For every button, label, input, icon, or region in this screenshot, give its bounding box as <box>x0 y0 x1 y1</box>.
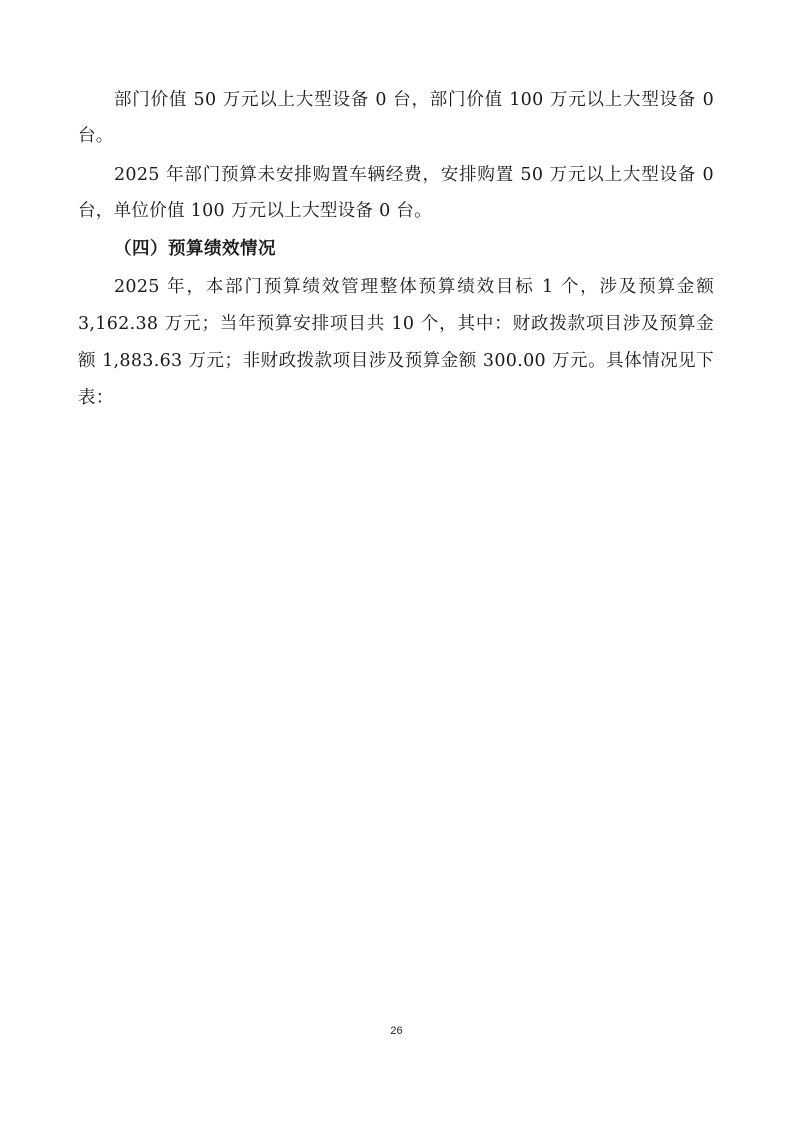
paragraph-purchase-line-2: 台，单位价值 100 万元以上大型设备 0 台。 <box>78 201 432 221</box>
paragraph-equipment-line-1: 部门价值 50 万元以上大型设备 0 台，部门价值 100 万元以上大型设备 0 <box>114 90 714 110</box>
paragraph-purchase-line-1: 2025 年部门预算未安排购置车辆经费，安排购置 50 万元以上大型设备 0 <box>114 165 714 185</box>
paragraph-performance-line-3: 额 1,883.63 万元；非财政拨款项目涉及预算金额 300.00 万元。具体情况见下 <box>78 351 714 371</box>
paragraph-performance-line-2: 3,162.38 万元；当年预算安排项目共 10 个，其中：财政拨款项目涉及预算金 <box>78 314 714 334</box>
paragraph-performance-line-1: 2025 年，本部门预算绩效管理整体预算绩效目标 1 个，涉及预算金额 <box>114 277 714 297</box>
paragraph-equipment-line-2: 台。 <box>78 126 114 146</box>
page-number: 26 <box>390 1025 403 1037</box>
section-heading: （四）预算绩效情况 <box>114 239 276 259</box>
paragraph-performance-line-4: 表： <box>78 388 114 408</box>
